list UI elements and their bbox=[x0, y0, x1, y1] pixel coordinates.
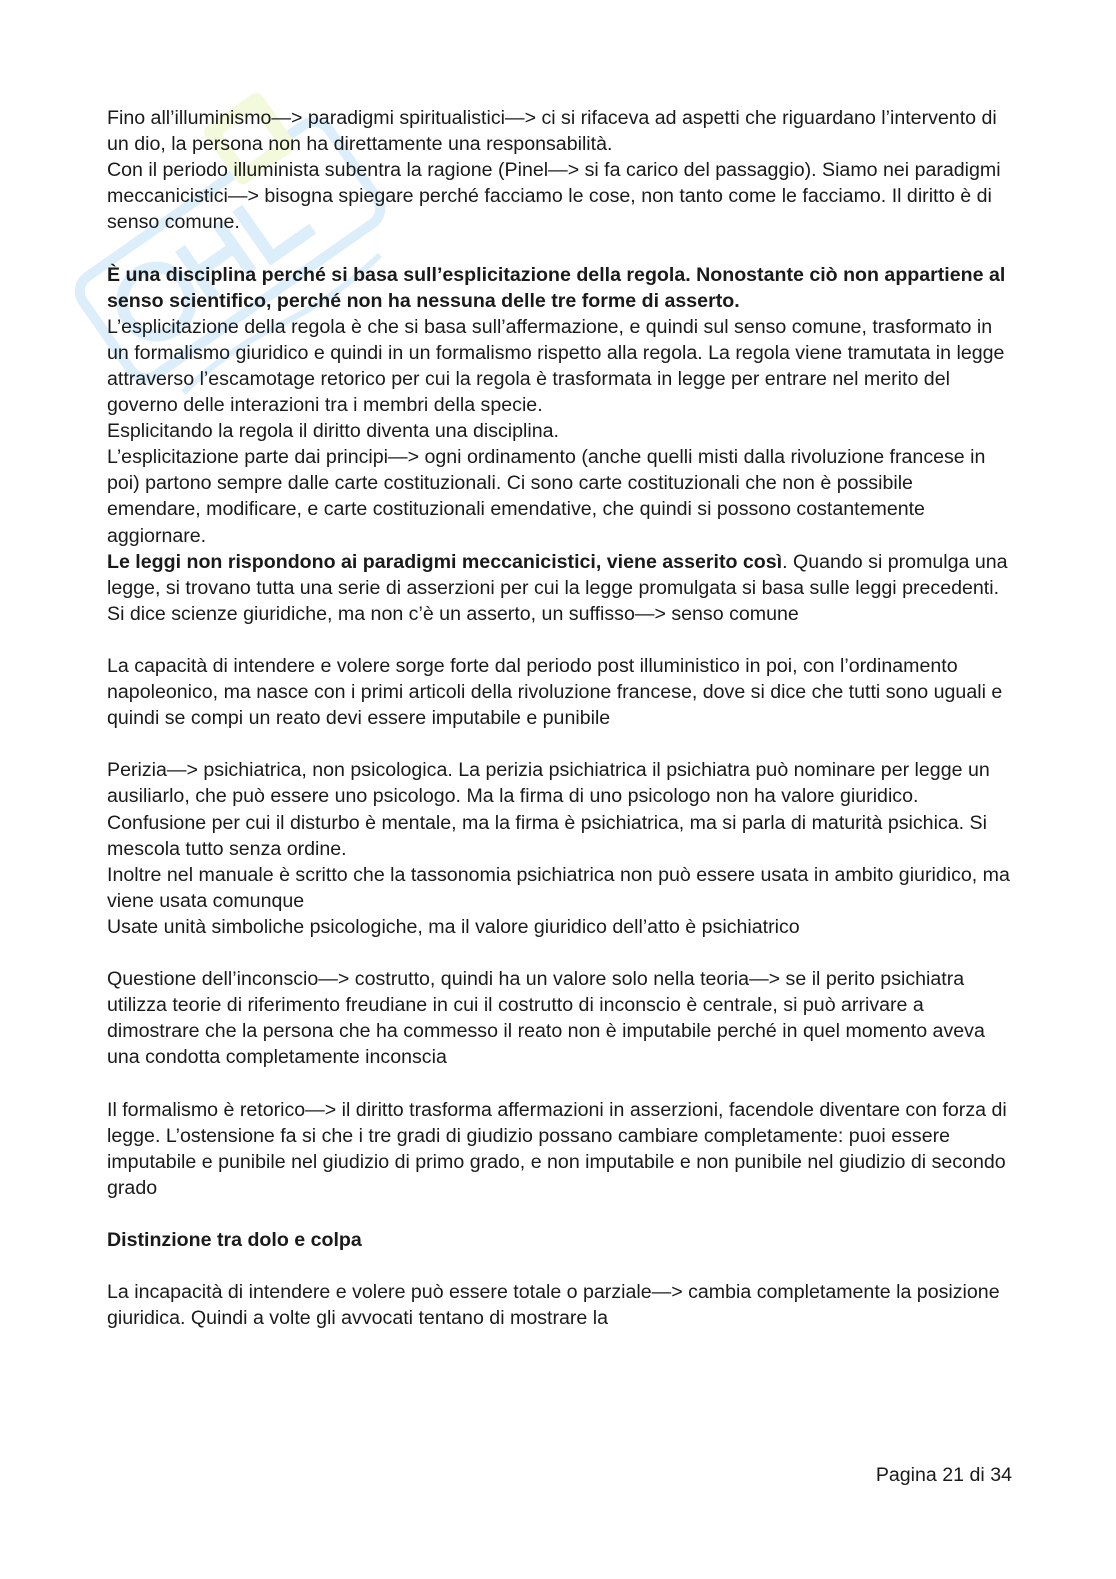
paragraph-gap bbox=[107, 1253, 1012, 1279]
paragraph-text: La incapacità di intendere e volere può essere totale o parziale—> cambia completamente la posizione giuridica. Quindi a volte gli avvocati tentano di mostrare la bbox=[107, 1281, 1000, 1330]
paragraph-gap bbox=[107, 1070, 1012, 1096]
paragraph bbox=[107, 314, 1012, 418]
paragraph bbox=[107, 1097, 1012, 1201]
paragraph-gap bbox=[107, 731, 1012, 757]
paragraph bbox=[107, 862, 1012, 914]
bold-text: Distinzione tra dolo e colpa bbox=[107, 1229, 362, 1252]
bold-text: Le leggi non rispondono ai paradigmi meccanicistici, viene asserito così bbox=[107, 550, 783, 573]
paragraph-text: Fino all’illuminismo—> paradigmi spiritualistici—> ci si rifaceva ad aspetti che riguardano l’intervento di un dio, la persona non ha direttamente una responsabilità. bbox=[107, 107, 997, 156]
paragraph-text: . Quando si promulga una legge, si trovano tutta una serie di asserzioni per cui la legge promulgata si basa sulle leggi precedenti. bbox=[107, 550, 1008, 599]
paragraph bbox=[107, 1279, 1012, 1331]
paragraph-text: Con il periodo illuminista subentra la ragione (Pinel—> si fa carico del passaggio). Siamo nei paradigmi meccanicistici—> bisogna spiegare perché facciamo le cose, non tanto come le facciamo. Il diritto è di senso comune. bbox=[107, 159, 1001, 234]
paragraph bbox=[107, 262, 1012, 314]
paragraph-text: Confusione per cui il disturbo è mentale, ma la firma è psichiatrica, ma si parla di maturità psichica. Si mescola tutto senza ordine. bbox=[107, 811, 987, 860]
paragraph bbox=[107, 157, 1012, 235]
document-body bbox=[107, 105, 1012, 1331]
paragraph bbox=[107, 418, 1012, 444]
paragraph-text: Questione dell’inconscio—> costrutto, quindi ha un valore solo nella teoria—> se il perito psichiatra utilizza teorie di riferimento freudiane in cui il costrutto di inconscio è centrale, si può arrivare a dimostrare che la persona che ha commesso il reato non è imputabile perché in quel momento aveva una condotta completamente inconscia bbox=[107, 968, 985, 1069]
paragraph bbox=[107, 1227, 1012, 1253]
paragraph-text: Esplicitando la regola il diritto diventa una disciplina. bbox=[107, 420, 560, 443]
page-number: Pagina 21 di 34 bbox=[875, 1464, 1012, 1486]
paragraph bbox=[107, 444, 1012, 548]
paragraph-gap bbox=[107, 235, 1012, 261]
paragraph bbox=[107, 549, 1012, 601]
paragraph-gap bbox=[107, 627, 1012, 653]
paragraph-text: Si dice scienze giuridiche, ma non c’è un asserto, un suffisso—> senso comune bbox=[107, 602, 799, 625]
bold-text: È una disciplina perché si basa sull’esplicitazione della regola. Nonostante ciò non appartiene al senso scientifico, perché non ha nessuna delle tre forme di asserto. bbox=[107, 263, 1006, 312]
paragraph-text: Inoltre nel manuale è scritto che la tassonomia psichiatrica non può essere usata in ambito giuridico, ma viene usata comunque bbox=[107, 863, 1010, 912]
paragraph-text: La capacità di intendere e volere sorge forte dal periodo post illuministico in poi, con l’ordinamento napoleonico, ma nasce con i primi articoli della rivoluzione francese, dove si dice che tutti sono uguali e quindi se compi un reato devi essere imputabile e punibile bbox=[107, 654, 1003, 730]
paragraph-text: Usate unità simboliche psicologiche, ma il valore giuridico dell’atto è psichiatrico bbox=[107, 915, 800, 938]
paragraph bbox=[107, 105, 1012, 157]
paragraph-text: L’esplicitazione della regola è che si basa sull’affermazione, e quindi sul senso comune, trasformato in un formalismo giuridico e quindi in un formalismo rispetto alla regola. La regola viene tramutata in legge attraverso l’escamotage retorico per cui la regola è trasformata in legge per entrare nel merito del governo delle interazioni tra i membri della specie. bbox=[107, 315, 1005, 417]
paragraph-gap bbox=[107, 1201, 1012, 1227]
paragraph bbox=[107, 757, 1012, 809]
paragraph-text: Il formalismo è retorico—> il diritto trasforma affermazioni in asserzioni, facendole diventare con forza di legge. L’ostensione fa si che i tre gradi di giudizio possano cambiare completamente: puoi essere imputabile e punibile nel giudizio di primo grado, e non imputabile e non punibile nel giudizio di secondo grado bbox=[107, 1098, 1007, 1199]
paragraph-text: Perizia—> psichiatrica, non psicologica. La perizia psichiatrica il psichiatra può nominare per legge un ausiliarlo, che può essere uno psicologo. Ma la firma di uno psicologo non ha valore giuridico. bbox=[107, 759, 990, 808]
paragraph bbox=[107, 966, 1012, 1070]
paragraph bbox=[107, 914, 1012, 940]
paragraph-text: L’esplicitazione parte dai principi—> ogni ordinamento (anche quelli misti dalla rivoluzione francese in poi) partono sempre dalle carte costituzionali. Ci sono carte costituzionali che non è possibile emendare, modificare, e carte costituzionali emendative, che quindi si possono costantemente aggiornare. bbox=[107, 446, 986, 547]
paragraph bbox=[107, 601, 1012, 627]
paragraph bbox=[107, 810, 1012, 862]
paragraph-gap bbox=[107, 940, 1012, 966]
paragraph bbox=[107, 653, 1012, 731]
